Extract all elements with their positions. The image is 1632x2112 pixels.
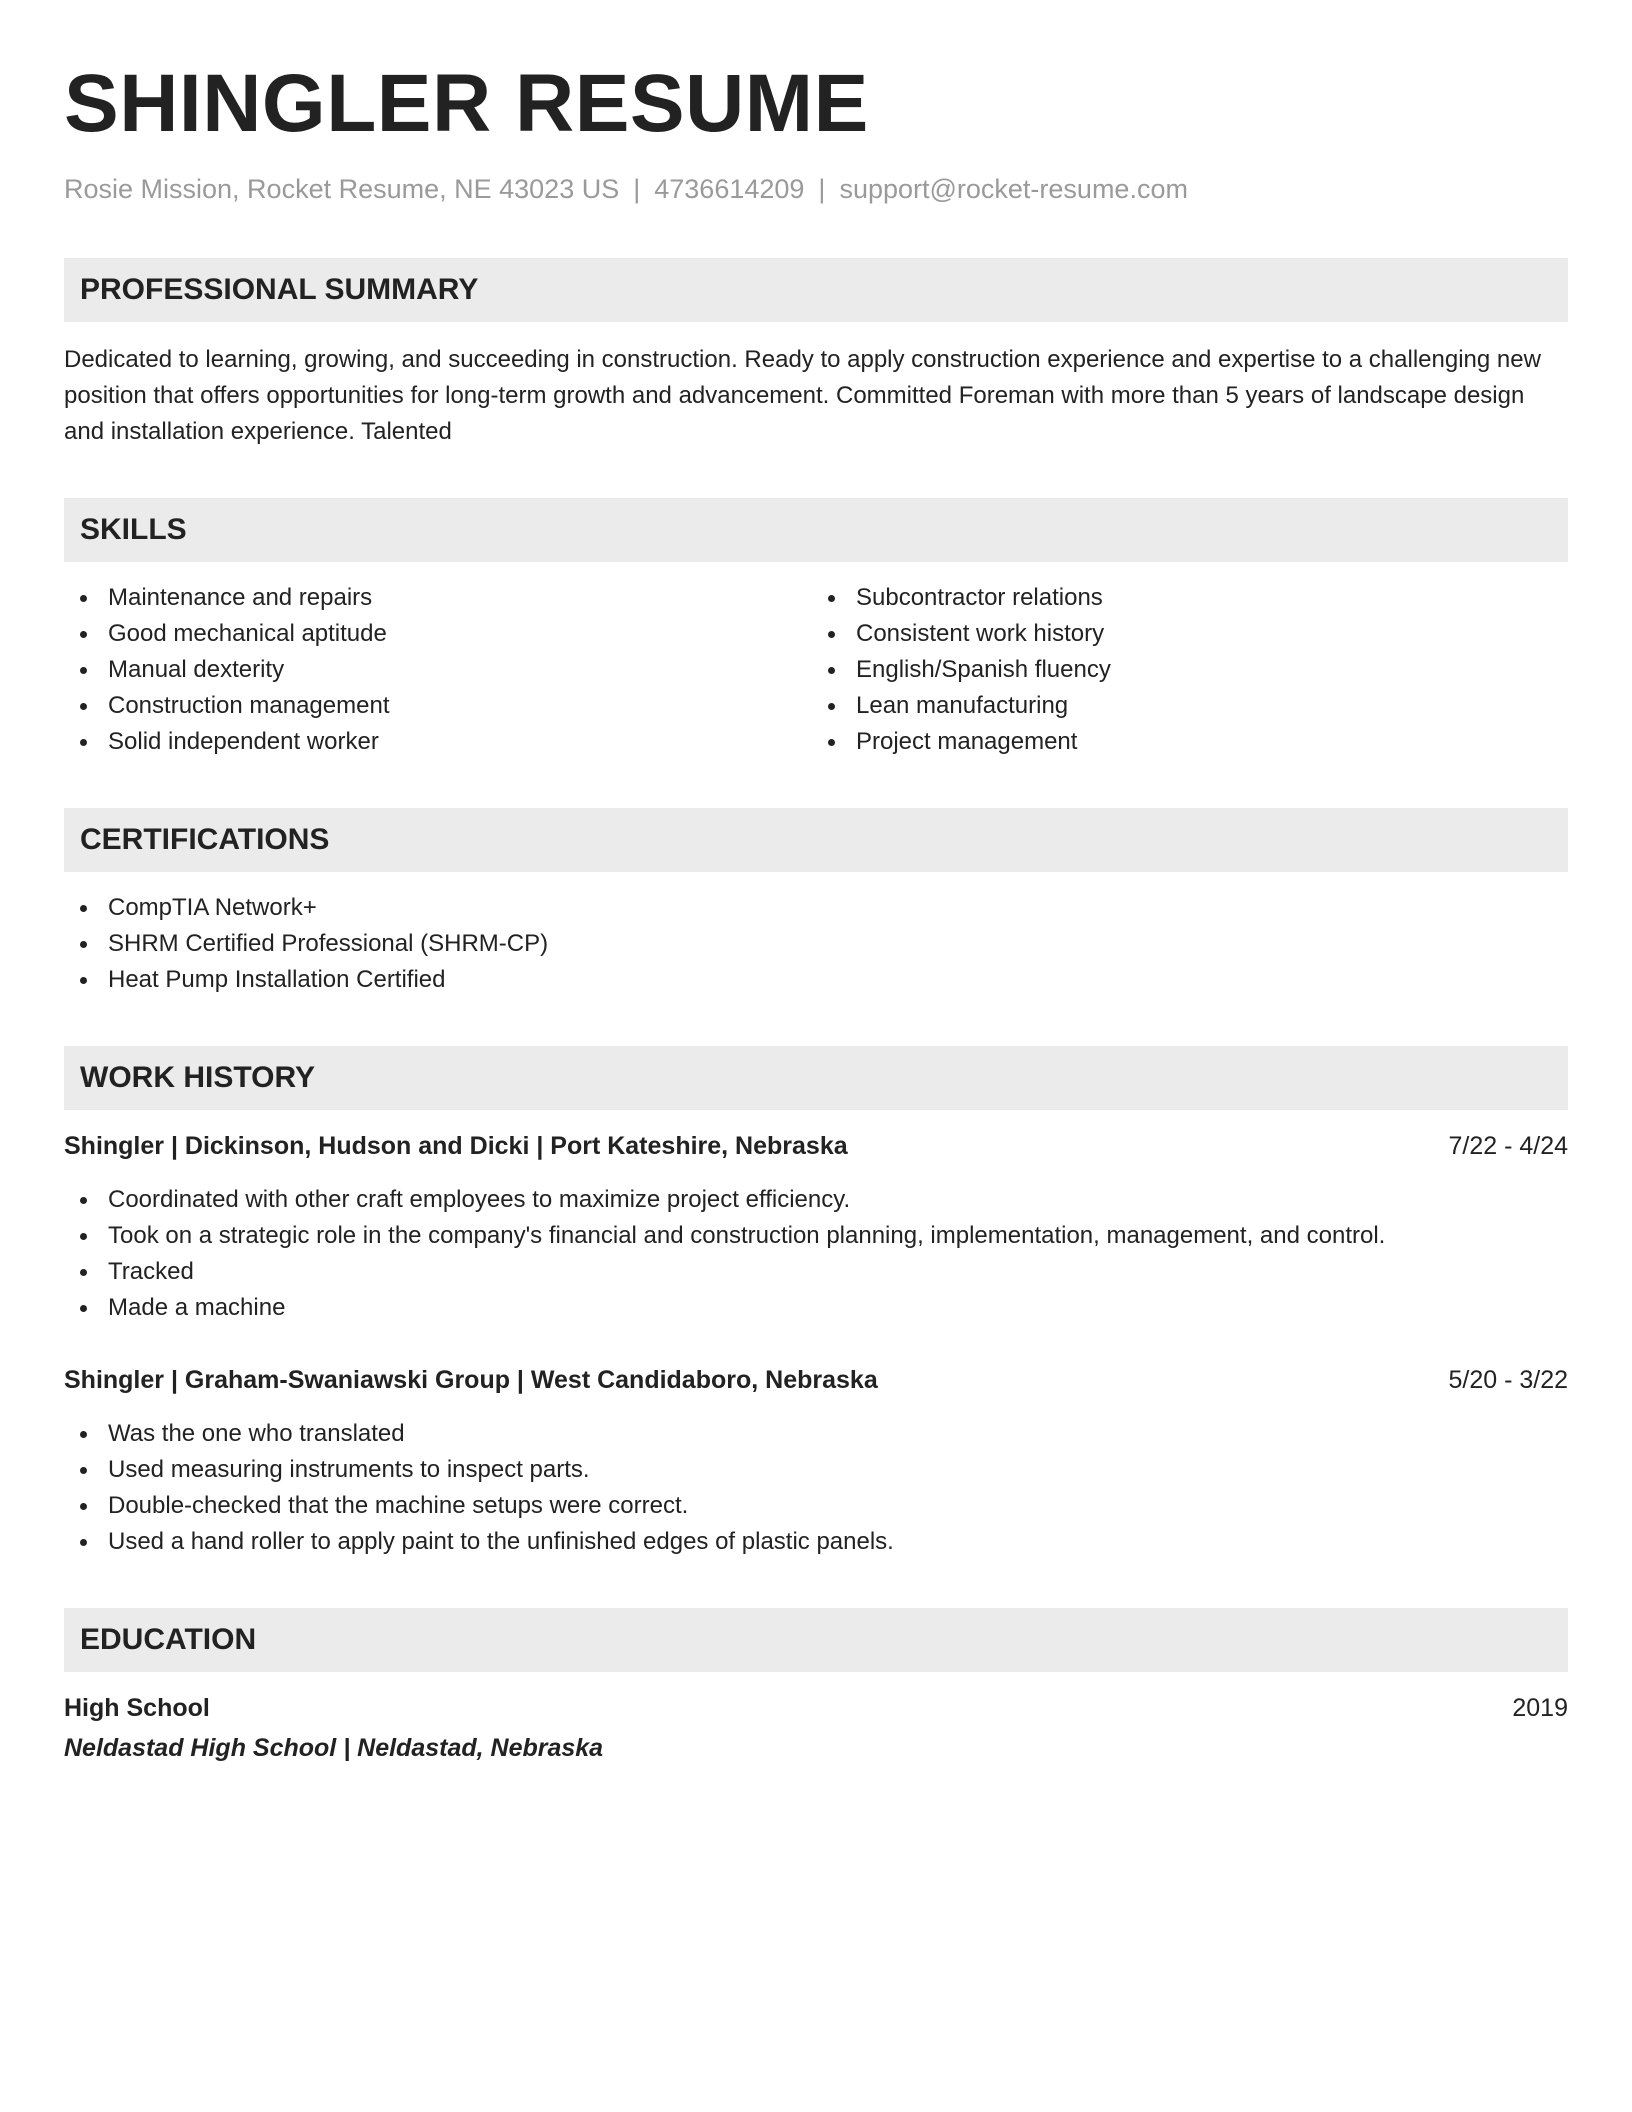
job-bullet: Double-checked that the machine setups were correct. [64,1488,1568,1524]
job-bullet: Used a hand roller to apply paint to the unfinished edges of plastic panels. [64,1524,1568,1560]
section-heading-skills: SKILLS [64,498,1568,562]
job-entry [64,1128,1568,1326]
skill-item: Lean manufacturing [824,688,1568,724]
job-dates: 5/20 - 3/22 [1448,1366,1568,1394]
skill-item: Construction management [64,688,816,724]
section-heading-summary: PROFESSIONAL SUMMARY [64,258,1568,322]
job-title: Shingler | Graham-Swaniawski Group | West Candidaboro, Nebraska [64,1366,878,1394]
skills-list [64,580,1568,760]
contact-line [64,172,1568,206]
skill-item: Project management [824,724,1568,760]
section-heading-certifications: CERTIFICATIONS [64,808,1568,872]
contact-address: Rosie Mission, Rocket Resume, NE 43023 US [64,174,620,204]
certification-item: CompTIA Network+ [64,890,1568,926]
education-entry [64,1690,1568,1766]
skill-item: Solid independent worker [64,724,816,760]
job-bullet: Tracked [64,1254,1568,1290]
section-heading-work-history: WORK HISTORY [64,1046,1568,1110]
education-school: Neldastad High School | Neldastad, Nebraska [64,1734,604,1762]
job-bullet: Made a machine [64,1290,1568,1326]
skill-item: Manual dexterity [64,652,816,688]
skill-item: Consistent work history [824,616,1568,652]
job-header [64,1128,1568,1164]
resume-title: SHINGLER RESUME [64,58,869,149]
job-title: Shingler | Dickinson, Hudson and Dicki | Port Kateshire, Nebraska [64,1132,848,1160]
job-bullet: Took on a strategic role in the company's financial and construction planning, implementation, management, and control. [64,1218,1568,1254]
skills-column-left [64,580,816,760]
skills-column-right [816,580,1568,760]
job-header [64,1362,1568,1398]
job-entry [64,1362,1568,1560]
skill-item: Subcontractor relations [824,580,1568,616]
certifications-list [64,890,1568,998]
job-bullets [64,1416,1568,1560]
education-degree: High School [64,1694,210,1722]
education-header [64,1690,1568,1726]
skill-item: English/Spanish fluency [824,652,1568,688]
skill-item: Maintenance and repairs [64,580,816,616]
contact-phone: 4736614209 [654,174,805,204]
job-bullet: Was the one who translated [64,1416,1568,1452]
certification-item: Heat Pump Installation Certified [64,962,1568,998]
job-bullet: Coordinated with other craft employees to maximize project efficiency. [64,1182,1568,1218]
job-bullets [64,1182,1568,1326]
summary-text: Dedicated to learning, growing, and succeeding in construction. Ready to apply construction experience and expertise to a challenging new position that offers opportunities for long-term growth and advancement. Committed Foreman with more than 5 years of landscape design and installation experience. Talented [64,346,1541,445]
job-bullet: Used measuring instruments to inspect parts. [64,1452,1568,1488]
contact-separator: | [818,174,826,204]
skill-item: Good mechanical aptitude [64,616,816,652]
contact-separator: | [633,174,641,204]
certification-item: SHRM Certified Professional (SHRM-CP) [64,926,1568,962]
contact-email: support@rocket-resume.com [839,174,1188,204]
section-heading-education: EDUCATION [64,1608,1568,1672]
education-year: 2019 [1512,1694,1568,1722]
job-dates: 7/22 - 4/24 [1448,1132,1568,1160]
